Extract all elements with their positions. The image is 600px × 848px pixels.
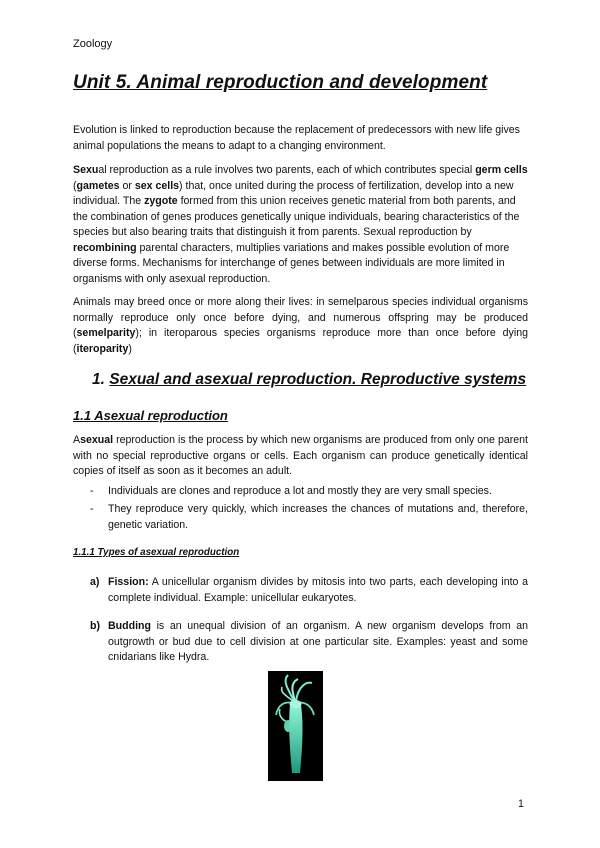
text-span: ); in iteroparous species organisms reproduce more than once before dying (: [73, 327, 528, 355]
list-item: [90, 575, 528, 606]
list-item: [90, 619, 528, 666]
item-marker: a): [90, 576, 100, 588]
text-span: ) that, once united during the process of fertilization, develop into a new individual. The: [73, 179, 514, 207]
item-term: Fission:: [108, 576, 149, 588]
page-number: 1: [518, 798, 524, 810]
text-span: parental characters, multiplies variations and makes possible evolution of more diverse forms. Mechanisms for interchange of genes between individuals are more limited in organisms with only asexual reproduction.: [73, 241, 510, 285]
bullet-marker: -: [90, 503, 94, 515]
term-germ-cells: germ cells: [475, 164, 528, 176]
hydra-budding-image: [268, 671, 323, 781]
section-title: Sexual and asexual reproduction. Reproductive systems: [109, 371, 527, 388]
sexual-reproduction-paragraph: [73, 163, 528, 287]
text-span: is an unequal division of an organism. A new organism develops from an outgrowth or bud due to cell division at one particular site. Examples: yeast and some cnidarians like Hydra.: [108, 620, 528, 663]
item-marker: b): [90, 620, 100, 632]
section-1-1-1-heading: 1.1.1 Types of asexual reproduction: [73, 547, 240, 558]
bullet-text: They reproduce very quickly, which increases the chances of mutations and, therefore, genetic variation.: [108, 503, 528, 531]
term-semelparity: semelparity: [76, 327, 136, 339]
section-1-1-heading: 1.1 Asexual reproduction: [73, 408, 228, 423]
text-span: A unicellular organism divides by mitosis into two parts, each developing into a complete individual. Example: unicellular eukaryotes.: [108, 576, 528, 604]
text-span: or: [119, 179, 135, 192]
page-header-subject: Zoology: [73, 38, 113, 50]
list-item: [90, 484, 528, 500]
unit-title: Unit 5. Animal reproduction and development: [73, 72, 488, 93]
bullet-text: Individuals are clones and reproduce a lot and mostly they are very small species.: [108, 485, 492, 497]
item-text: [108, 619, 528, 666]
term-zygote: zygote: [144, 195, 178, 207]
term-iteroparity: iteroparity: [76, 342, 129, 355]
item-text: [108, 575, 528, 606]
hydra-icon: [268, 671, 323, 781]
term-recombining: recombining: [73, 241, 137, 254]
breeding-paragraph: [73, 295, 528, 357]
text-span: reproduction is the process by which new organisms are produced from only one parent with no special reproductive organs or cells. Each organism can produce genetically identical copies of itself as soon as it becomes an adult.: [73, 434, 528, 477]
intro-paragraph: Evolution is linked to reproduction because the replacement of predecessors with new life gives animal populations the means to adapt to a changing environment.: [73, 124, 520, 152]
item-term: Budding: [108, 620, 151, 632]
text-span: Animals may breed once or more along their lives: in semelparous species individual organisms normally reproduce only once before dying, and numerous offspring may be produced (: [73, 296, 528, 339]
text-span: ): [128, 342, 132, 355]
section-1-heading: [92, 371, 526, 389]
text-span: formed from this union receives genetic material from both parents, and the combination of genes produces genetically unique individuals, bearing characteristics of the species but also bearing traits that distinguish it from parents. Sexual reproduction by: [73, 195, 520, 238]
term-sex-cells: sex cells: [134, 179, 180, 192]
list-item: [90, 502, 528, 533]
asexual-reproduction-paragraph: [73, 433, 528, 480]
text-span: al reproduction as a rule involves two parents, each of which contributes special: [98, 164, 476, 176]
term-sexu: Sexu: [73, 164, 99, 176]
text-span: A: [73, 434, 81, 446]
text-span: (: [73, 179, 77, 192]
term-gametes: gametes: [76, 179, 120, 192]
term-sexual: sexual: [80, 434, 114, 446]
bullet-marker: -: [90, 485, 94, 497]
section-number: 1.: [92, 371, 110, 388]
